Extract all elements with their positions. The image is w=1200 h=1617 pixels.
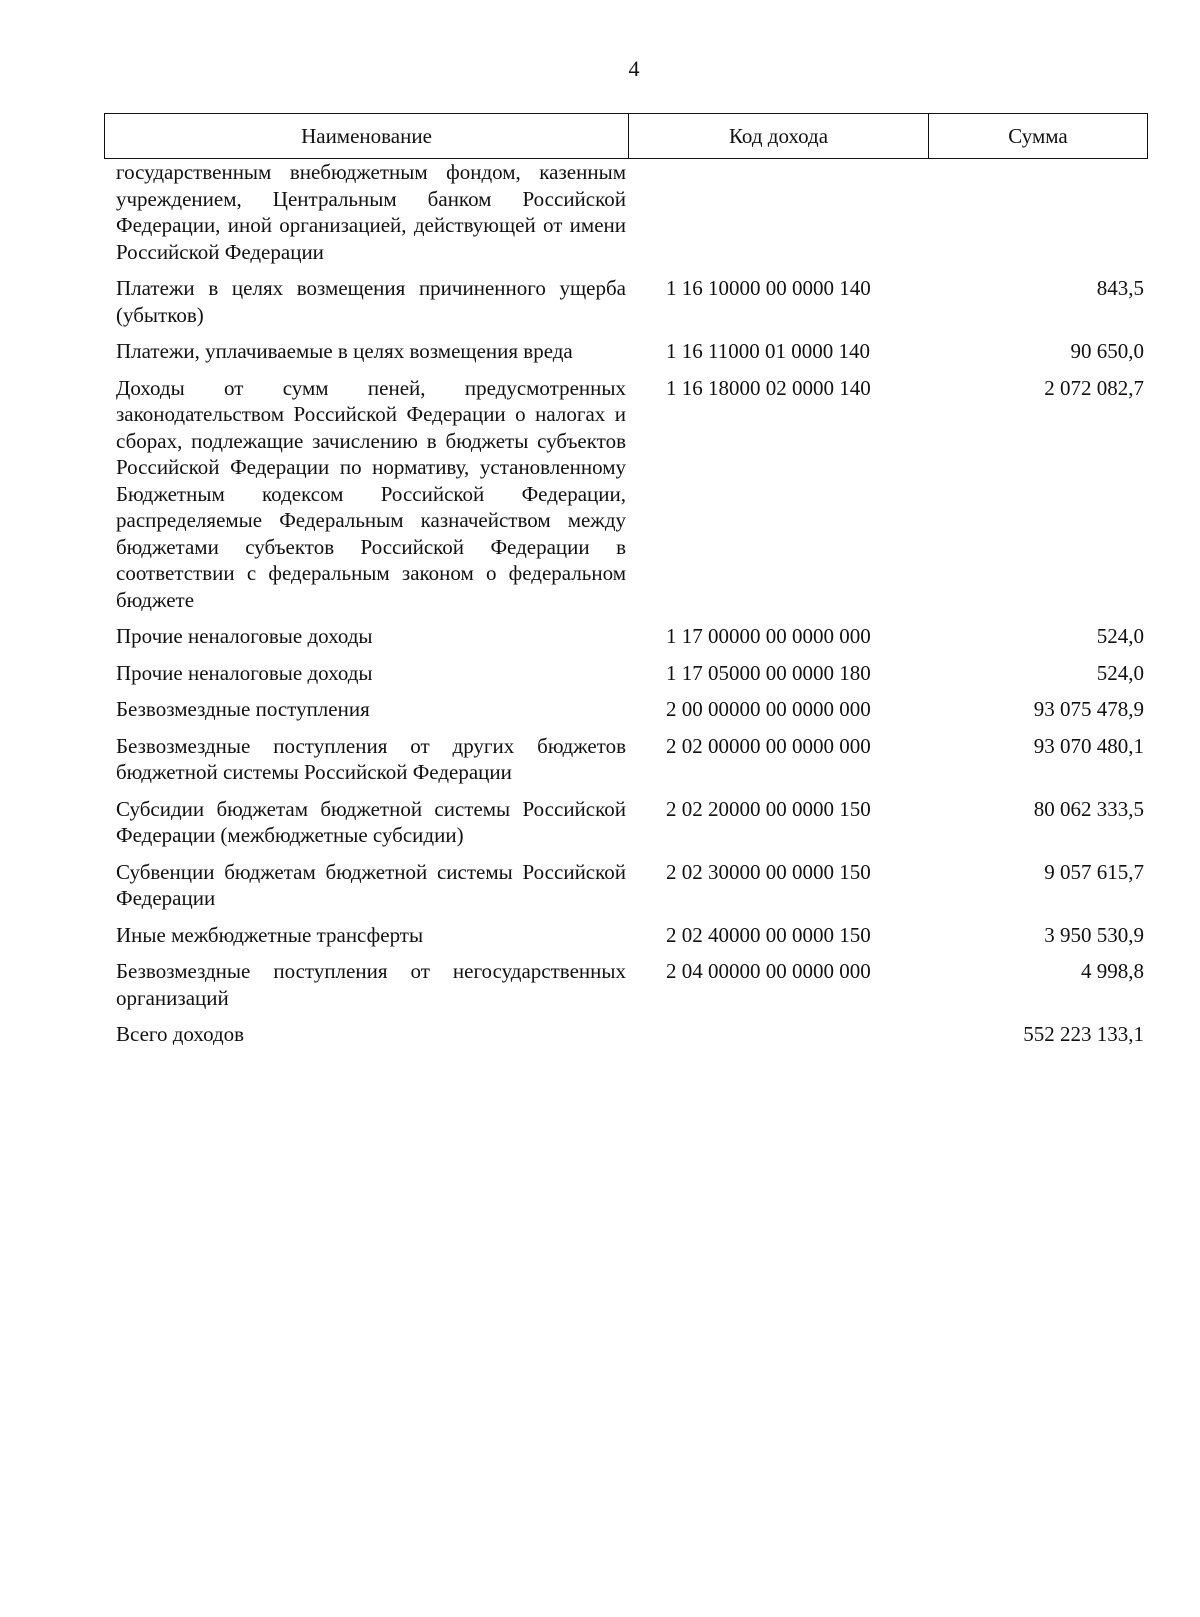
header-name: Наименование bbox=[105, 114, 629, 158]
row-sum: 3 950 530,9 bbox=[1044, 922, 1144, 947]
row-name: Платежи в целях возмещения причиненного ущерба (убытков) bbox=[116, 276, 626, 327]
row-sum: 843,5 bbox=[1096, 276, 1144, 300]
row-code bbox=[626, 1021, 938, 1048]
row-sum: 93 070 480,1 bbox=[1033, 733, 1144, 758]
row-code: 1 17 05000 00 0000 180 bbox=[666, 660, 871, 685]
table-row bbox=[104, 275, 1148, 328]
row-name: Субвенции бюджетам бюджетной системы Российской Федерации bbox=[116, 859, 626, 910]
row-sum: 524,0 bbox=[1096, 624, 1144, 648]
header-code: Код дохода bbox=[629, 114, 929, 158]
row-code bbox=[626, 159, 938, 265]
table-row bbox=[104, 922, 1148, 949]
table-header bbox=[104, 113, 1148, 159]
table-row bbox=[104, 958, 1148, 1011]
row-code: 2 04 00000 00 0000 000 bbox=[666, 959, 871, 983]
row-code: 1 16 10000 00 0000 140 bbox=[666, 276, 871, 300]
table-row bbox=[104, 338, 1148, 365]
row-code: 1 16 11000 01 0000 140 bbox=[666, 339, 870, 363]
table-row bbox=[104, 859, 1148, 912]
row-name: Прочие неналоговые доходы bbox=[116, 660, 373, 685]
row-name: Платежи, уплачиваемые в целях возмещения вреда bbox=[116, 339, 573, 363]
row-code: 1 16 18000 02 0000 140 bbox=[666, 375, 871, 400]
row-name: Прочие неналоговые доходы bbox=[116, 624, 373, 648]
row-name: Всего доходов bbox=[116, 1022, 245, 1046]
row-name: Доходы от сумм пеней, предусмотренных законодательством Российской Федерации о налогах и сборах, подлежащие зачислению в бюджеты субъектов Российской Федерации по нормативу, установленному Бюджетным кодексом Российской Федерации, распределяемые Федеральным казначейством между бюджетами субъектов Российской Федерации в соответствии с федеральным законом о федеральном бюджете bbox=[116, 375, 626, 612]
row-sum: 9 057 615,7 bbox=[1044, 859, 1144, 884]
table-row bbox=[104, 660, 1148, 687]
row-sum: 2 072 082,7 bbox=[1044, 375, 1144, 400]
table-row bbox=[104, 623, 1148, 650]
row-sum: 93 075 478,9 bbox=[1033, 697, 1144, 721]
row-name: Безвозмездные поступления от негосударственных организаций bbox=[116, 959, 626, 1010]
row-sum: 4 998,8 bbox=[1081, 959, 1144, 983]
row-code: 2 00 00000 00 0000 000 bbox=[666, 697, 871, 721]
table-row bbox=[104, 733, 1148, 786]
revenue-table bbox=[104, 113, 1148, 1058]
row-code: 2 02 30000 00 0000 150 bbox=[666, 859, 871, 884]
table-row-continuation bbox=[104, 159, 1148, 265]
header-sum: Сумма bbox=[1008, 123, 1068, 148]
page-number: 4 bbox=[628, 56, 640, 81]
row-name: Субсидии бюджетам бюджетной системы Российской Федерации (межбюджетные субсидии) bbox=[116, 796, 626, 847]
row-code: 2 02 00000 00 0000 000 bbox=[666, 733, 871, 758]
table-row bbox=[104, 796, 1148, 849]
table-body bbox=[104, 275, 1148, 1048]
row-sum: 524,0 bbox=[1096, 660, 1144, 685]
table-row bbox=[104, 696, 1148, 723]
row-sum: 80 062 333,5 bbox=[1033, 796, 1144, 821]
row-sum: 90 650,0 bbox=[1070, 339, 1144, 363]
row-code: 2 02 40000 00 0000 150 bbox=[666, 922, 871, 947]
row-name: Безвозмездные поступления bbox=[116, 697, 370, 721]
table-row bbox=[104, 1021, 1148, 1048]
row-name: Безвозмездные поступления от других бюджетов бюджетной системы Российской Федерации bbox=[116, 733, 626, 784]
row-name: Иные межбюджетные трансферты bbox=[116, 922, 424, 947]
row-code: 1 17 00000 00 0000 000 bbox=[666, 624, 871, 648]
row-sum: 552 223 133,1 bbox=[1023, 1022, 1144, 1046]
row-name: государственным внебюджетным фондом, казенным учреждением, Центральным банком Российской Федерации, иной организацией, действующей от имени Российской Федерации bbox=[116, 160, 626, 264]
row-sum bbox=[938, 159, 1148, 265]
table-row bbox=[104, 375, 1148, 614]
row-code: 2 02 20000 00 0000 150 bbox=[666, 796, 871, 821]
